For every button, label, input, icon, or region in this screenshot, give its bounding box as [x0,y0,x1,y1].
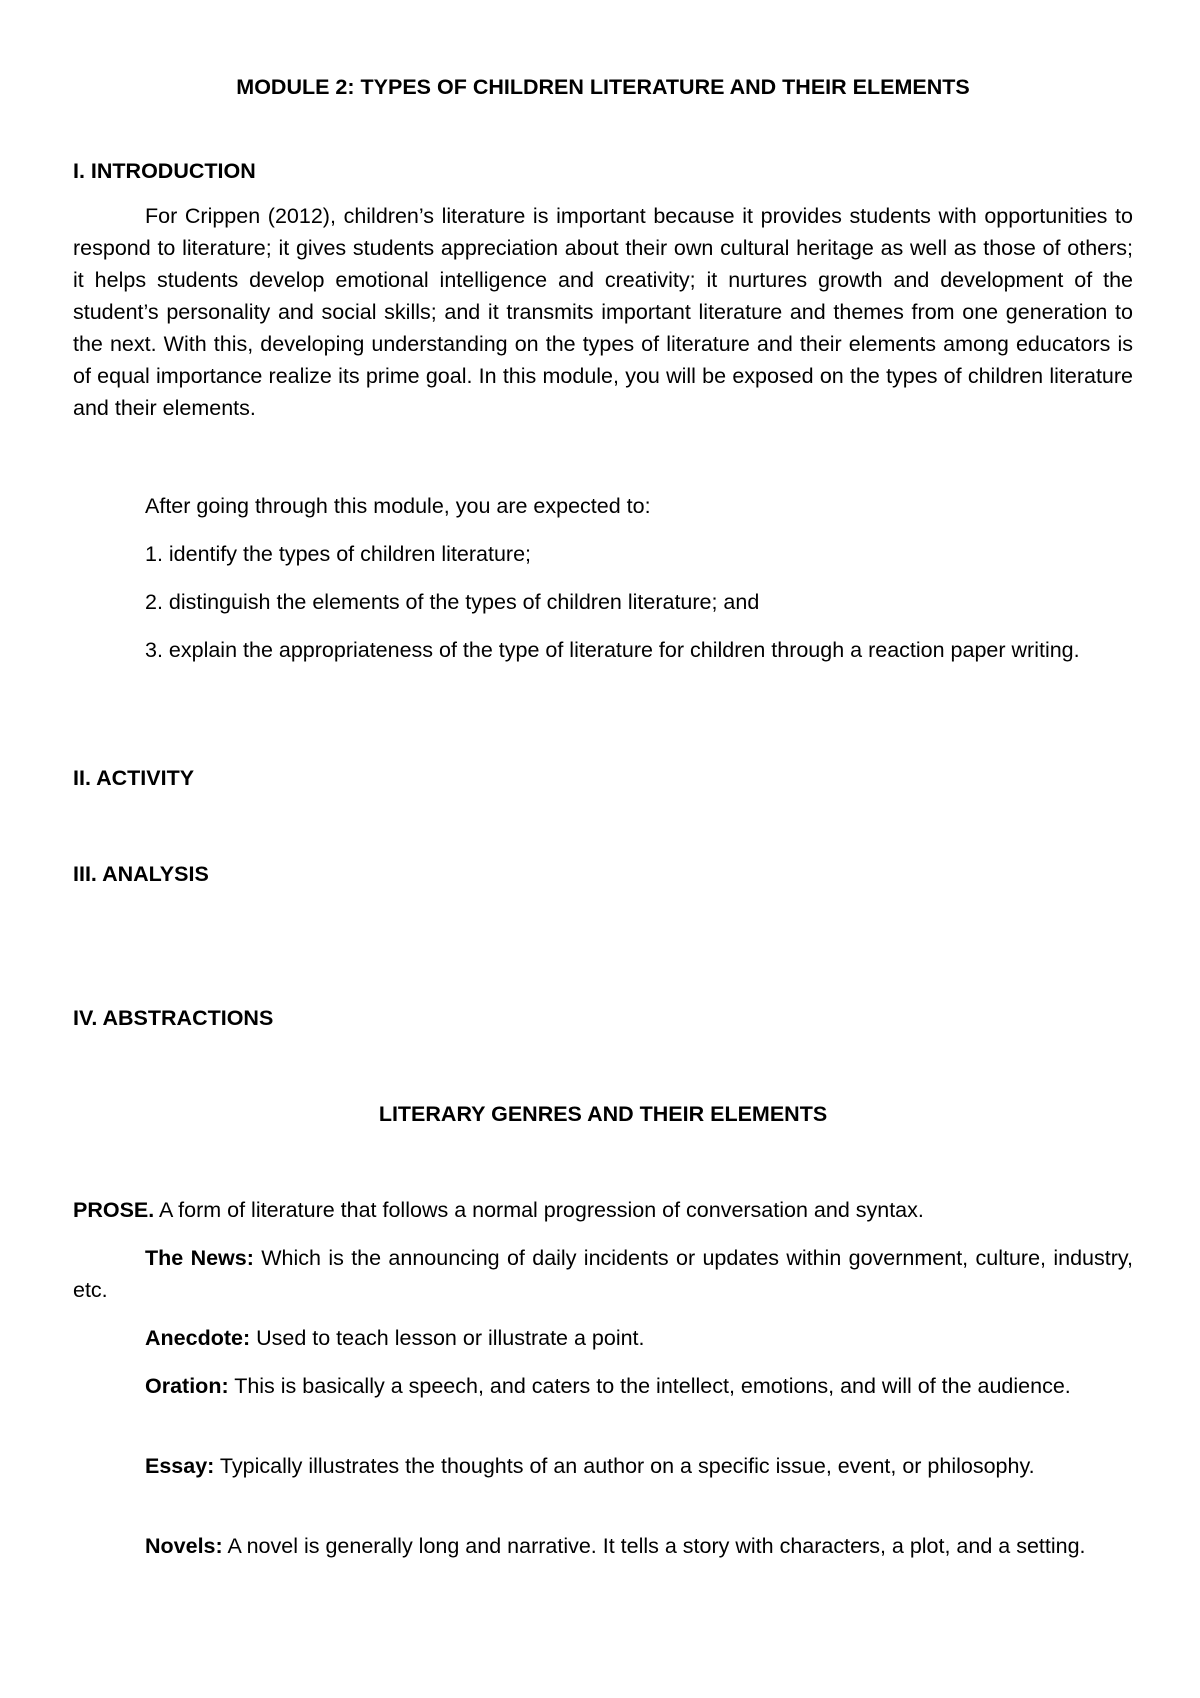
genre-item-news [73,1242,1133,1306]
introduction-paragraph: For Crippen (2012), children’s literature is important because it provides students with opportunities to respond to literature; it gives students appreciation about their own cultural heritage as well as those of others; it helps students develop emotional intelligence and creativity; it nurtures growth and development of the student’s personality and social skills; and it transmits important literature and themes from one generation to the next. With this, developing understanding on the types of literature and their elements among educators is of equal importance realize its prime goal. In this module, you will be exposed on the types of children literature and their elements. [73,204,1133,420]
objectives-intro: After going through this module, you are expected to: [145,494,651,518]
introduction-heading: I. INTRODUCTION [73,159,256,183]
objective-item: 2. distinguish the elements of the types of children literature; and [145,590,760,614]
document-title: MODULE 2: TYPES OF CHILDREN LITERATURE AND THEIR ELEMENTS [236,75,970,99]
objective-item: 1. identify the types of children literature; [145,542,532,566]
prose-term: PROSE. [73,1198,155,1222]
genre-item-novels [73,1530,1133,1562]
genre-item-essay [73,1450,1133,1482]
genre-definition: Which is the announcing of daily incidents or updates within government, culture, industry, etc. [73,1246,1133,1302]
genre-definition: Typically illustrates the thoughts of an author on a specific issue, event, or philosophy. [214,1454,1035,1478]
genre-term: Oration: [145,1374,229,1398]
genre-term: The News: [145,1246,254,1270]
genres-subheading: LITERARY GENRES AND THEIR ELEMENTS [378,1102,828,1126]
analysis-heading: III. ANALYSIS [73,862,209,886]
genre-item-anecdote [73,1322,1133,1354]
genre-definition: A novel is generally long and narrative. It tells a story with characters, a plot, and a setting. [222,1534,1086,1558]
genre-definition: This is basically a speech, and caters to the intellect, emotions, and will of the audience. [228,1374,1071,1398]
genre-item-oration [73,1370,1133,1402]
prose-definition [73,1194,1133,1226]
genre-definition: Used to teach lesson or illustrate a point. [250,1326,645,1350]
genre-term: Essay: [145,1454,215,1478]
genre-term: Novels: [145,1534,223,1558]
genre-term: Anecdote: [145,1326,251,1350]
abstractions-heading: IV. ABSTRACTIONS [73,1006,274,1030]
activity-heading: II. ACTIVITY [73,766,195,790]
prose-text: A form of literature that follows a normal progression of conversation and syntax. [154,1198,924,1222]
objective-item: 3. explain the appropriateness of the type of literature for children through a reaction paper writing. [145,638,1080,662]
